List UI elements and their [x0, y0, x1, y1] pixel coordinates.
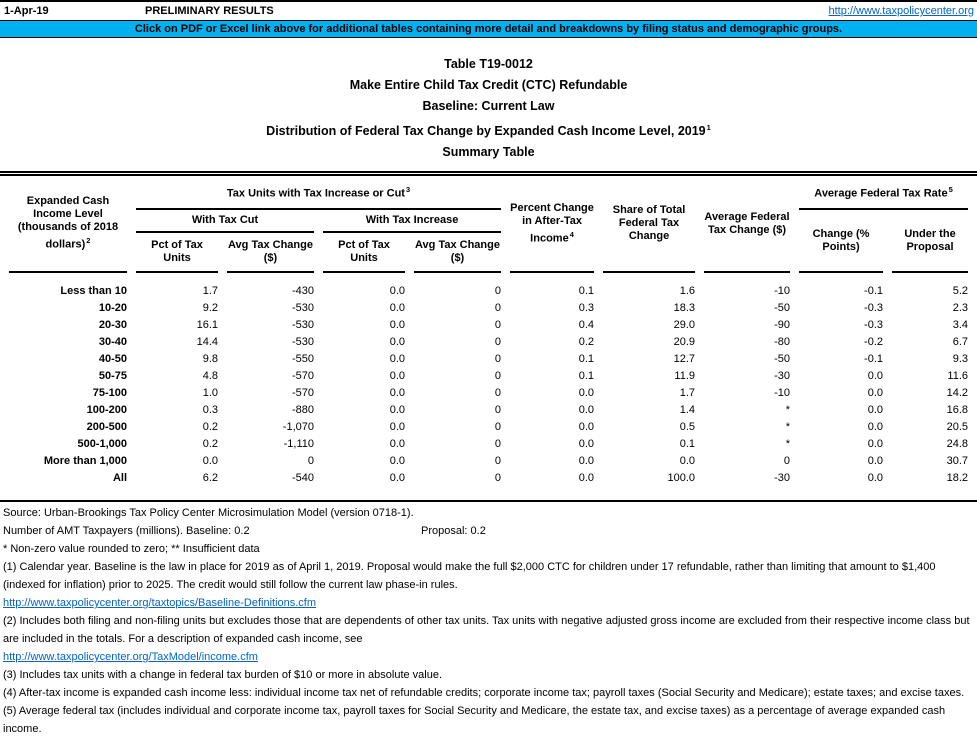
cell-value: -30	[774, 472, 791, 485]
cell-value: 0	[494, 353, 502, 366]
cell-value: -0.1	[864, 285, 884, 298]
cell-value: -550	[291, 353, 314, 366]
cell-value: 4.8	[202, 370, 218, 383]
cell-value: 2.3	[952, 302, 969, 315]
baseline-title: Baseline: Current Law	[422, 99, 555, 113]
cell-value: -0.2	[864, 336, 884, 349]
tpc-home-link[interactable]: http://www.taxpolicycenter.org	[828, 5, 974, 17]
cell-value: -30	[774, 370, 791, 383]
table-row	[9, 385, 968, 402]
cell-value: 0	[494, 370, 502, 383]
cell-value: 0.3	[578, 302, 595, 315]
baseline-definitions-link-row	[3, 594, 973, 612]
cell-value: 1.7	[679, 387, 696, 400]
row-label-income-level: 500-1,000	[77, 438, 127, 451]
title-block	[0, 54, 977, 163]
cell-value: 0.0	[389, 336, 405, 349]
col-header-pct-change-after-tax-income: Percent Change in After-Tax Income$^4$	[510, 176, 594, 273]
source-note: Source: Urban-Brookings Tax Policy Center Microsimulation Model (version 0718-1).	[3, 507, 414, 520]
col-group-tax-units-increase-or-cut: Tax Units with Tax Increase or Cut$^3$	[136, 176, 501, 210]
table-bottom-rule	[0, 500, 977, 502]
cell-value: 0	[494, 404, 502, 417]
row-label-income-level: 20-30	[98, 319, 127, 332]
row-label-income-level: 10-20	[98, 302, 127, 315]
cell-value: 0.0	[867, 472, 884, 485]
cell-value: 11.6	[947, 370, 969, 383]
cell-value: 0.0	[578, 455, 595, 468]
cell-value: 0.0	[389, 455, 405, 468]
cell-value: 0	[783, 455, 791, 468]
cell-value: -530	[291, 336, 314, 349]
header-body-gap	[9, 273, 968, 283]
summary-table-title: Summary Table	[442, 145, 535, 160]
cell-value: 9.2	[202, 302, 218, 315]
cell-value: 0.0	[578, 404, 595, 417]
cell-value: -50	[774, 302, 791, 315]
table-row	[9, 453, 968, 470]
top-bar	[0, 2, 977, 20]
row-label-income-level: 40-50	[98, 353, 127, 366]
footnote-2: (2) Includes both filing and non-filing units but excludes those that are dependents of other tax units. Tax units with negative adjusted gross income are excluded from their respective income class but are included in the totals. For a description of expanded cash income, see	[3, 615, 970, 646]
distribution-title: Distribution of Federal Tax Change by Expanded Cash Income Level, 2019$^1$	[266, 123, 711, 139]
col-group-average-federal-tax-rate: Average Federal Tax Rate$^5$	[799, 176, 968, 210]
cell-value: 0.2	[202, 421, 218, 434]
col-header-increase-avg-tax-change: Avg Tax Change ($)	[414, 233, 501, 273]
cell-value: -570	[291, 387, 314, 400]
table-body	[9, 283, 968, 487]
cell-value: 18.2	[946, 472, 969, 485]
summary-table	[0, 171, 977, 502]
col-header-increase-pct-of-tax-units: Pct of Tax Units	[323, 233, 405, 273]
row-label-income-level: Less than 10	[60, 285, 127, 298]
cell-value: 5.2	[952, 285, 969, 298]
table-row	[9, 436, 968, 453]
cell-value: *	[785, 438, 791, 451]
footnote-ref-2: 2	[86, 236, 91, 246]
table-row	[9, 283, 968, 300]
amt-taxpayers-note	[3, 522, 973, 540]
preliminary-results-label: PRELIMINARY RESULTS	[145, 5, 274, 17]
row-label-income-level: 50-75	[98, 370, 127, 383]
cell-value: 0.0	[389, 421, 405, 434]
cell-value: 0.0	[867, 370, 884, 383]
cell-value: 0	[494, 421, 502, 434]
row-label-income-level: More than 1,000	[43, 455, 127, 468]
cell-value: 0	[494, 387, 502, 400]
cell-value: 0.1	[578, 285, 595, 298]
cell-value: 0.2	[202, 438, 218, 451]
table-row	[9, 334, 968, 351]
cell-value: *	[785, 421, 791, 434]
cell-value: 0.3	[202, 404, 218, 417]
cell-value: 0.1	[679, 438, 696, 451]
cell-value: 0.0	[867, 421, 884, 434]
col-header-income-level: Expanded Cash Income Level (thousands of 2018 dollars)$^2$	[9, 176, 127, 273]
cell-value: -50	[774, 353, 791, 366]
notice-banner-text: Click on PDF or Excel link above for additional tables containing more detail and breakdowns by filing status and demographic groups.	[134, 23, 843, 35]
amt-proposal-text: Proposal: 0.2	[421, 525, 486, 538]
table-row	[9, 470, 968, 487]
col-header-average-federal-tax-change: Average Federal Tax Change ($)	[704, 176, 790, 273]
col-header-rate-under-proposal: Under the Proposal	[892, 210, 968, 273]
cell-value: -530	[291, 319, 314, 332]
cell-value: -0.3	[864, 302, 884, 315]
col-group-with-tax-cut: With Tax Cut	[136, 210, 314, 233]
notice-banner	[0, 20, 977, 38]
cell-value: 1.4	[679, 404, 696, 417]
cell-value: 0.5	[679, 421, 696, 434]
cell-value: 0.0	[389, 302, 405, 315]
cell-value: 6.2	[202, 472, 218, 485]
cell-value: -880	[291, 404, 314, 417]
row-label-income-level: 100-200	[86, 404, 127, 417]
col-header-cut-pct-of-tax-units: Pct of Tax Units	[136, 233, 218, 273]
cell-value: 0.0	[389, 472, 405, 485]
row-label-income-level: 30-40	[98, 336, 127, 349]
footnote-ref-1: 1	[706, 123, 711, 132]
table-row	[9, 402, 968, 419]
cell-value: 0	[494, 472, 502, 485]
footnotes	[0, 504, 977, 738]
cell-value: -540	[291, 472, 314, 485]
cell-value: 0.0	[578, 438, 595, 451]
cell-value: 30.7	[946, 455, 969, 468]
cell-value: -90	[774, 319, 791, 332]
table-number-title: Table T19-0012	[444, 57, 533, 71]
proposal-title: Make Entire Child Tax Credit (CTC) Refundable	[349, 78, 628, 92]
cell-value: 0.0	[867, 455, 884, 468]
cell-value: 14.4	[196, 336, 218, 349]
cell-value: 0.1	[578, 353, 595, 366]
cell-value: 0	[307, 455, 314, 468]
cell-value: 16.1	[196, 319, 218, 332]
cell-value: 29.0	[673, 319, 696, 332]
cell-value: 3.4	[952, 319, 969, 332]
cell-value: 18.3	[673, 302, 696, 315]
col-header-rate-change-pct-points: Change (% Points)	[799, 210, 883, 273]
cell-value: 0.0	[867, 387, 884, 400]
cell-value: 1.7	[202, 285, 218, 298]
cell-value: -80	[774, 336, 791, 349]
cell-value: 6.7	[952, 336, 969, 349]
cell-value: 0.0	[389, 404, 405, 417]
cell-value: 100.0	[667, 472, 696, 485]
cell-value: 0.2	[578, 336, 595, 349]
cell-value: 0	[494, 285, 502, 298]
cell-value: -0.3	[864, 319, 884, 332]
baseline-definitions-link[interactable]: http://www.taxpolicycenter.org/taxtopics/Baseline-Definitions.cfm	[3, 597, 317, 610]
cell-value: -1,110	[283, 438, 314, 451]
cell-value: 0.0	[867, 404, 884, 417]
income-definition-link-row	[3, 648, 973, 666]
row-label-income-level: 75-100	[92, 387, 127, 400]
cell-value: -10	[774, 285, 791, 298]
cell-value: -530	[291, 302, 314, 315]
cell-value: 0.0	[389, 285, 405, 298]
cell-value: 0	[494, 319, 502, 332]
cell-value: 14.2	[946, 387, 969, 400]
table-row	[9, 368, 968, 385]
table-row	[9, 300, 968, 317]
cell-value: 11.9	[674, 370, 696, 383]
footnote-3: (3) Includes tax units with a change in federal tax burden of $10 or more in absolute value.	[3, 669, 443, 682]
table-row	[9, 351, 968, 368]
cell-value: 20.5	[946, 421, 969, 434]
cell-value: 0	[494, 455, 502, 468]
income-definition-link[interactable]: http://www.taxpolicycenter.org/TaxModel/income.cfm	[3, 651, 258, 664]
cell-value: 0.0	[578, 472, 595, 485]
cell-value: 0	[494, 336, 502, 349]
cell-value: 9.8	[202, 353, 218, 366]
cell-value: 0.0	[202, 455, 218, 468]
table-row	[9, 317, 968, 334]
cell-value: 0.0	[389, 387, 405, 400]
report-date: 1-Apr-19	[4, 5, 49, 17]
amt-baseline-text: Number of AMT Taxpayers (millions). Baseline: 0.2	[3, 525, 250, 538]
cell-value: 20.9	[673, 336, 696, 349]
cell-value: 0	[494, 302, 502, 315]
cell-value: 0.0	[867, 438, 884, 451]
cell-value: 1.6	[679, 285, 696, 298]
col-header-share-total-federal-tax-change: Share of Total Federal Tax Change	[603, 176, 695, 273]
col-group-with-tax-increase: With Tax Increase	[323, 210, 501, 233]
cell-value: 0.0	[578, 421, 595, 434]
cell-value: -0.1	[864, 353, 884, 366]
cell-value: 16.8	[946, 404, 969, 417]
cell-value: 9.3	[952, 353, 969, 366]
cell-value: 0.1	[578, 370, 595, 383]
cell-value: 0.4	[578, 319, 595, 332]
cell-value: -1,070	[282, 421, 314, 434]
cell-value: 0.0	[578, 387, 595, 400]
cell-value: 1.0	[202, 387, 218, 400]
cell-value: -10	[774, 387, 791, 400]
cell-value: *	[785, 404, 791, 417]
cell-value: -570	[291, 370, 314, 383]
col-header-cut-avg-tax-change: Avg Tax Change ($)	[227, 233, 314, 273]
table-row	[9, 419, 968, 436]
cell-value: 0.0	[389, 370, 405, 383]
cell-value: 0.0	[389, 353, 405, 366]
cell-value: 0.0	[389, 438, 405, 451]
cell-value: 12.7	[673, 353, 696, 366]
footnote-ref-3: 3	[405, 185, 411, 195]
row-label-income-level: 200-500	[86, 421, 127, 434]
footnote-4: (4) After-tax income is expanded cash income less: individual income tax net of refundable credits; corporate income tax; payroll taxes (Social Security and Medicare); estate taxes; and excise taxes.	[3, 687, 965, 700]
footnote-ref-5: 5	[948, 185, 953, 195]
cell-value: 0	[494, 438, 502, 451]
cell-value: 0.0	[679, 455, 696, 468]
rounding-legend: * Non-zero value rounded to zero; ** Insufficient data	[3, 543, 260, 556]
footnote-1: (1) Calendar year. Baseline is the law in place for 2019 as of April 1, 2019. Proposal would make the full $2,000 CTC for children under 17 refundable, rather than limiting that amount to $1,400 (indexed for inflation) prior to 2025. The credit would still follow the current law phase-in rules.	[3, 561, 936, 592]
cell-value: -430	[291, 285, 314, 298]
footnote-5: (5) Average federal tax (includes individual and corporate income tax, payroll taxes for Social Security and Medicare, the estate tax, and excise taxes) as a percentage of average expanded cash income.	[3, 705, 946, 736]
footnote-ref-4: 4	[569, 229, 574, 239]
row-label-income-level: All	[112, 472, 127, 485]
cell-value: 0.0	[389, 319, 405, 332]
cell-value: 24.8	[946, 438, 969, 451]
